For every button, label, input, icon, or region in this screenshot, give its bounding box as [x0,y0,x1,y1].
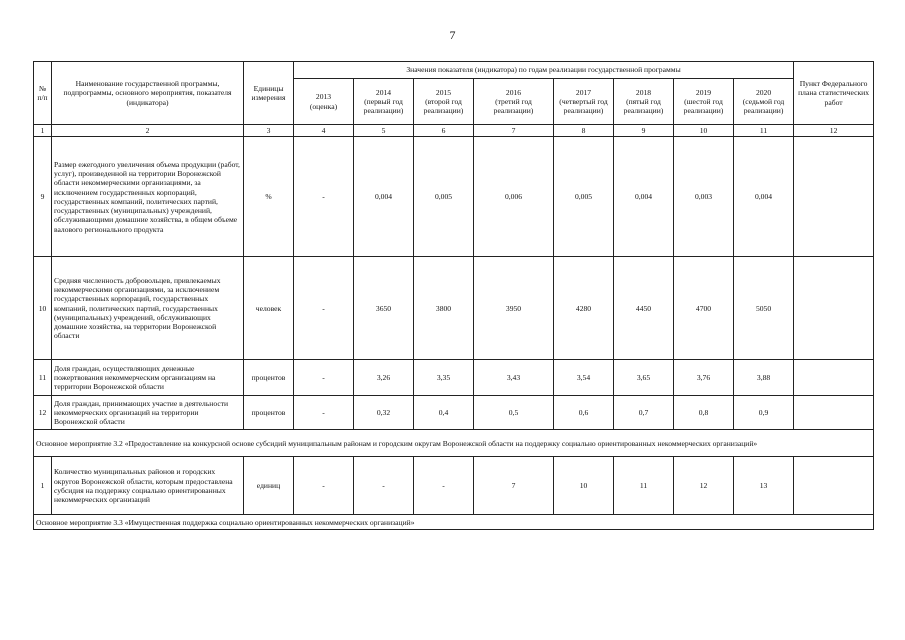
row-value: - [354,457,414,515]
row-plan-point [794,457,874,515]
row-plan-point [794,360,874,396]
row-value: 0,004 [354,137,414,257]
col-number: 6 [414,125,474,137]
col-number: 9 [614,125,674,137]
table-row [34,360,874,396]
row-value: 10 [554,457,614,515]
row-value: 0,4 [414,396,474,430]
table-row [34,457,874,515]
row-unit: человек [244,257,294,360]
row-value: 0,005 [554,137,614,257]
row-value: 12 [674,457,734,515]
col-number: 12 [794,125,874,137]
row-value: 11 [614,457,674,515]
indicators-table [33,61,874,530]
row-name: Средняя численность добровольцев, привлекаемых некоммерческими организациями, за исключением государственных корпораций, государственных компаний, политических партий, государственных (муниципальных) учреждений, обслуживающих домашние хозяйства, на территории Воронежской области [52,257,244,360]
col-number: 7 [474,125,554,137]
row-unit: единиц [244,457,294,515]
row-value: - [294,137,354,257]
row-value: 4450 [614,257,674,360]
col-number: 4 [294,125,354,137]
row-plan-point [794,396,874,430]
row-value: - [294,360,354,396]
row-value: 0,004 [734,137,794,257]
row-value: 3,76 [674,360,734,396]
row-value: 0,7 [614,396,674,430]
row-value: 0,5 [474,396,554,430]
row-value: 3,35 [414,360,474,396]
row-value: 0,8 [674,396,734,430]
row-value: 4700 [674,257,734,360]
row-value: 0,004 [614,137,674,257]
row-value: 0,005 [414,137,474,257]
table-row [34,137,874,257]
col-number: 2 [52,125,244,137]
row-value: 3950 [474,257,554,360]
year-2018: 2018 (пятый год реализации) [614,79,674,125]
column-number-row [34,125,874,137]
row-num: 10 [34,257,52,360]
row-num: 1 [34,457,52,515]
row-unit: процентов [244,396,294,430]
section-3-2-title: Основное мероприятие 3.2 «Предоставление на конкурсной основе субсидий муниципальным районам и городским округам Воронежской области на поддержку социально ориентированных некоммерческих организаций» [34,430,874,457]
row-value: 13 [734,457,794,515]
section-row [34,430,874,457]
row-plan-point [794,257,874,360]
row-value: - [294,396,354,430]
row-value: 3,43 [474,360,554,396]
year-2015: 2015 (второй год реализации) [414,79,474,125]
year-2017: 2017 (четвертый год реализации) [554,79,614,125]
row-name: Размер ежегодного увеличения объема продукции (работ, услуг), произведенной на территории Воронежской области некоммерческими организациями, за исключением государственных корпораций, государственных компаний, политических партий, государственных (муниципальных) учреждений, обслуживающими домашние хозяйства, в общем объеме валового регионального продукта [52,137,244,257]
row-name: Количество муниципальных районов и городских округов Воронежской области, которым предоставлена субсидия на поддержку социально ориентированных некоммерческих организаций [52,457,244,515]
row-value: - [414,457,474,515]
col-number: 8 [554,125,614,137]
year-2013: 2013 (оценка) [294,79,354,125]
row-value: 3,65 [614,360,674,396]
col-number: 1 [34,125,52,137]
table-row [34,257,874,360]
row-value: 4280 [554,257,614,360]
row-value: 0,32 [354,396,414,430]
row-value: 0,006 [474,137,554,257]
row-value: 3800 [414,257,474,360]
year-2016: 2016 (третий год реализации) [474,79,554,125]
row-value: 3650 [354,257,414,360]
col-number: 3 [244,125,294,137]
row-num: 12 [34,396,52,430]
row-num: 9 [34,137,52,257]
col-number: 11 [734,125,794,137]
section-3-3-title: Основное мероприятие 3.3 «Имущественная поддержка социально ориентированных некоммерческих организаций» [34,515,874,530]
row-plan-point [794,137,874,257]
header-values: Значения показателя (индикатора) по годам реализации государственной программы [294,62,794,79]
page-number: 7 [449,28,456,42]
section-row [34,515,874,530]
row-unit: % [244,137,294,257]
row-unit: процентов [244,360,294,396]
year-2014: 2014 (первый год реализации) [354,79,414,125]
row-value: 0,003 [674,137,734,257]
row-value: 3,88 [734,360,794,396]
row-value: 5050 [734,257,794,360]
header-unit: Единицы измерения [244,62,294,125]
row-value: - [294,457,354,515]
year-2019: 2019 (шестой год реализации) [674,79,734,125]
header-row-1 [34,62,874,79]
col-number: 10 [674,125,734,137]
header-name: Наименование государственной программы, подпрограммы, основного мероприятия, показателя (индикатора) [52,62,244,125]
row-value: 0,9 [734,396,794,430]
row-value: 3,54 [554,360,614,396]
header-plan-point: Пункт Федерального плана статистических работ [794,62,874,125]
row-value: - [294,257,354,360]
header-num: № п/п [34,62,52,125]
row-name: Доля граждан, осуществляющих денежные пожертвования некоммерческим организациям на территории Воронежской области [52,360,244,396]
row-value: 0,6 [554,396,614,430]
year-2020: 2020 (седьмой год реализации) [734,79,794,125]
row-num: 11 [34,360,52,396]
row-value: 7 [474,457,554,515]
table-row [34,396,874,430]
row-value: 3,26 [354,360,414,396]
col-number: 5 [354,125,414,137]
row-name: Доля граждан, принимающих участие в деятельности некоммерческих организаций на территории Воронежской области [52,396,244,430]
